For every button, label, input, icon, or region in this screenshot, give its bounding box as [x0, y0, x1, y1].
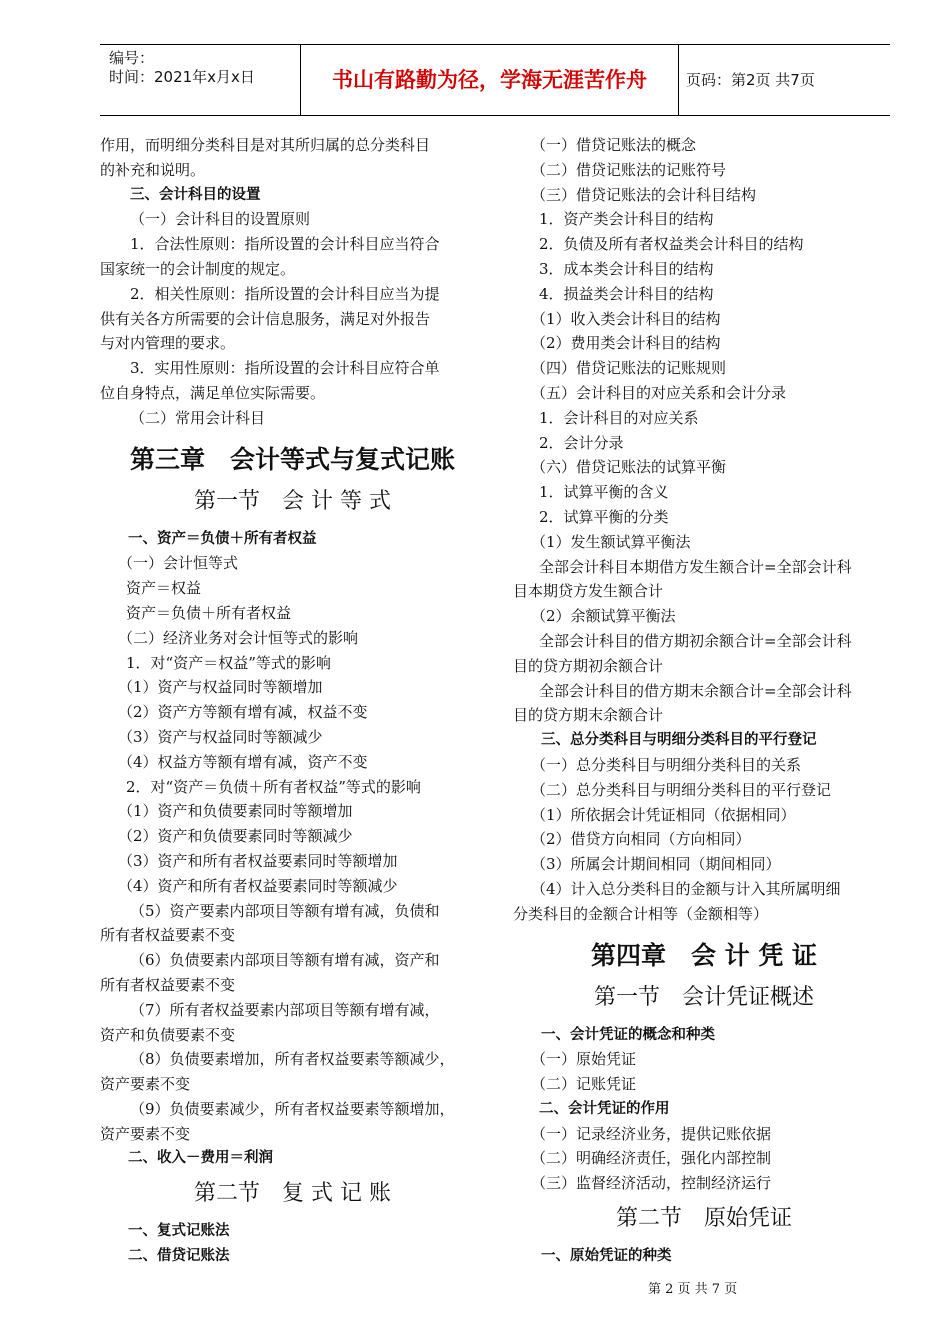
text-line: （五）会计科目的对应关系和会计分录	[531, 383, 787, 402]
chapter-title: 第三章 会计等式与复式记账	[129, 444, 455, 474]
text-line: 资产要素不变	[100, 1124, 191, 1143]
text-line: 1．对“资产＝权益”等式的影响	[126, 653, 331, 672]
text-line: 全部会计科目的借方期末余额合计=全部会计科	[539, 681, 852, 700]
text-line: （一）总分类科目与明细分类科目的关系	[531, 755, 802, 774]
section-title: 第二节 原始凭证	[615, 1206, 792, 1232]
header-motto: 书山有路勤为径，学海无涯苦作舟	[301, 45, 679, 115]
text-line: （7）所有者权益要素内部项目等额有增有减，	[130, 1000, 440, 1019]
text-line: 2．对“资产＝负债＋所有者权益”等式的影响	[126, 777, 421, 796]
text-line: （四）借贷记账法的记账规则	[531, 359, 727, 378]
text-line: （1）资产与权益同时等额增加	[118, 678, 323, 697]
text-line: （2）资产方等额有增有减，权益不变	[118, 703, 368, 722]
text-line: 国家统一的会计制度的规定。	[100, 259, 296, 278]
text-line: （一）原始凭证	[531, 1050, 637, 1069]
text-line: （二）记账凭证	[531, 1075, 637, 1094]
heading: 一、会计凭证的概念和种类	[541, 1026, 715, 1043]
heading: 三、总分类科目与明细分类科目的平行登记	[541, 732, 817, 749]
text-line: （3）所属会计期间相同（期间相同）	[531, 855, 781, 874]
text-line: 1．资产类会计科目的结构	[539, 210, 714, 229]
text-line: （3）资产和所有者权益要素同时等额增加	[118, 851, 398, 870]
header-page-number: 页码：第2页 共7页	[686, 71, 815, 89]
text-line: （1）所依据会计凭证相同（依据相同）	[531, 805, 796, 824]
text-line: （4）资产和所有者权益要素同时等额减少	[118, 876, 398, 895]
text-line: 所有者权益要素不变	[100, 975, 236, 994]
page-header	[100, 44, 890, 116]
text-line: （6）负债要素内部项目等额有增有减，资产和	[130, 951, 440, 970]
text-line: （一）记录经济业务，提供记账依据	[531, 1124, 772, 1143]
header-meta	[100, 45, 301, 115]
text-line: （三）监督经济活动，控制经济运行	[531, 1174, 772, 1193]
heading: 一、原始凭证的种类	[541, 1248, 672, 1265]
text-line: 全部会计科目的借方期初余额合计=全部会计科	[539, 631, 852, 650]
text-line: 资产＝负债＋所有者权益	[126, 603, 292, 622]
text-line: 作用，而明细分类科目是对其所归属的总分类科目	[100, 136, 431, 154]
heading: 一、复式记账法	[128, 1223, 230, 1240]
text-line: （2）费用类会计科目的结构	[531, 334, 721, 353]
text-line: （3）资产与权益同时等额减少	[118, 727, 323, 746]
text-line: （8）负债要素增加，所有者权益要素等额减少，	[130, 1050, 455, 1069]
heading: 一、资产＝负债＋所有者权益	[128, 530, 317, 547]
text-line: （2）余额试算平衡法	[531, 607, 676, 626]
section-title: 第二节 复 式 记 账	[194, 1181, 391, 1207]
text-line: （一）借贷记账法的概念	[531, 136, 697, 154]
text-line: （二）明确经济责任，强化内部控制	[531, 1149, 772, 1168]
text-line: 全部会计科目本期借方发生额合计=全部会计科	[539, 557, 852, 576]
text-line: 资产＝权益	[126, 579, 202, 598]
text-line: （一）会计恒等式	[118, 554, 239, 573]
text-line: 资产和负债要素不变	[100, 1025, 236, 1044]
heading: 二、会计凭证的作用	[539, 1100, 670, 1117]
right-column	[513, 133, 895, 1269]
text-line: （9）负债要素减少，所有者权益要素等额增加，	[130, 1099, 455, 1118]
text-line: （二）总分类科目与明细分类科目的平行登记	[531, 780, 832, 799]
heading: 二、收入－费用＝利润	[128, 1150, 273, 1167]
text-line: 1．会计科目的对应关系	[539, 408, 699, 427]
text-line: 资产要素不变	[100, 1075, 191, 1094]
text-line: 目本期贷方发生额合计	[513, 582, 664, 601]
text-line: 2．试算平衡的分类	[539, 507, 669, 526]
text-line: （4）权益方等额有增有减，资产不变	[118, 752, 368, 771]
text-line: （二）借贷记账法的记账符号	[531, 160, 727, 179]
text-line: （5）资产要素内部项目等额有增有减，负债和	[130, 901, 440, 920]
text-line: 供有关各方所需要的会计信息服务，满足对外报告	[100, 309, 431, 328]
left-column	[100, 133, 485, 1269]
text-line: （三）借贷记账法的会计科目结构	[531, 185, 757, 204]
text-line: 目的贷方期末余额合计	[513, 706, 664, 725]
text-line: （4）计入总分类科目的金额与计入其所属明细	[531, 879, 841, 898]
text-line: 2．负债及所有者权益类会计科目的结构	[539, 235, 804, 254]
text-line: （1）发生额试算平衡法	[531, 532, 691, 551]
text-line: （二）经济业务对会计恒等式的影响	[118, 628, 359, 647]
heading: 三、会计科目的设置	[130, 186, 261, 203]
section-title: 第一节 会 计 等 式	[194, 488, 391, 514]
text-line: 的补充和说明。	[100, 160, 206, 179]
text-line: （1）资产和负债要素同时等额增加	[118, 802, 353, 821]
text-line: 1．合法性原则：指所设置的会计科目应当符合	[130, 235, 440, 254]
text-line: 2．会计分录	[539, 433, 624, 452]
header-time: 时间：2021年x月x日	[109, 68, 255, 86]
text-line: （2）借贷方向相同（方向相同）	[531, 830, 751, 849]
text-line: 1．试算平衡的含义	[539, 483, 669, 502]
chapter-title: 第四章 会 计 凭 证	[590, 940, 818, 970]
text-line: 3．成本类会计科目的结构	[539, 259, 714, 278]
header-number: 编号：	[109, 49, 155, 67]
text-line: （六）借贷记账法的试算平衡	[531, 458, 727, 477]
text-line: （二）常用会计科目	[130, 408, 266, 427]
heading: 二、借贷记账法	[128, 1248, 230, 1265]
text-line: 分类科目的金额合计相等（金额相等）	[513, 904, 769, 923]
page-footer: 第 2 页 共 7 页	[648, 1282, 738, 1297]
text-line: 目的贷方期初余额合计	[513, 656, 664, 675]
text-line: （1）收入类会计科目的结构	[531, 309, 721, 328]
text-line: 位自身特点，满足单位实际需要。	[100, 383, 326, 402]
text-line: 2．相关性原则：指所设置的会计科目应当为提	[130, 284, 440, 303]
text-line: 所有者权益要素不变	[100, 926, 236, 945]
text-line: 4．损益类会计科目的结构	[539, 284, 714, 303]
section-title: 第一节 会计凭证概述	[593, 984, 814, 1010]
text-line: 3．实用性原则：指所设置的会计科目应符合单	[130, 359, 440, 378]
text-line: 与对内管理的要求。	[100, 334, 236, 353]
text-line: （2）资产和负债要素同时等额减少	[118, 827, 353, 846]
text-line: （一）会计科目的设置原则	[130, 210, 311, 229]
